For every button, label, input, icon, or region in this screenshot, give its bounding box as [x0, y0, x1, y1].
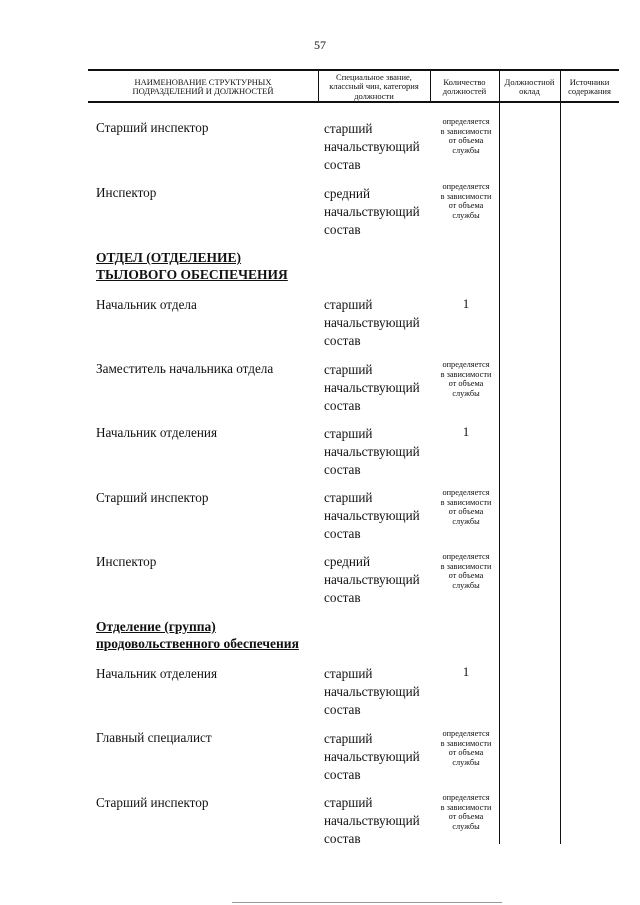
- position-name: Старший инспектор: [96, 490, 209, 505]
- header-source-column: [560, 73, 619, 101]
- column-divider: [560, 69, 561, 844]
- position-quantity: 1: [462, 424, 470, 439]
- position-category: старший начальствующий состав: [324, 795, 420, 846]
- position-name: Начальник отдела: [96, 297, 197, 312]
- position-category: старший начальствующий состав: [324, 731, 420, 782]
- position-category: старший начальствующий состав: [324, 426, 420, 477]
- position-name: Инспектор: [96, 185, 157, 200]
- position-name: Заместитель начальника отдела: [96, 361, 274, 376]
- header-source-label: Источники содержания: [568, 76, 611, 96]
- header-salary-label: Должностной оклад: [504, 76, 555, 96]
- header-bottom-rule: [88, 101, 619, 103]
- position-name: Главный специалист: [96, 730, 212, 745]
- position-quantity: определяется в зависимости от объема службы: [440, 360, 492, 398]
- page-number: 57: [314, 38, 326, 52]
- position-name: Старший инспектор: [96, 120, 209, 135]
- position-category: старший начальствующий состав: [324, 297, 420, 348]
- position-quantity: определяется в зависимости от объема службы: [440, 182, 492, 220]
- table-top-rule: [88, 69, 619, 71]
- position-quantity: определяется в зависимости от объема службы: [440, 552, 492, 590]
- page-bottom-edge: [232, 902, 502, 903]
- position-name: Начальник отделения: [96, 666, 218, 681]
- position-quantity: определяется в зависимости от объема службы: [440, 793, 492, 831]
- header-rank-column: [318, 73, 430, 101]
- position-category: средний начальствующий состав: [324, 186, 420, 237]
- header-name-label: НАИМЕНОВАНИЕ СТРУКТУРНЫХ ПОДРАЗДЕЛЕНИЙ И ДОЛЖНОСТЕЙ: [132, 76, 274, 96]
- section-heading: Отделение (группа) продовольственного обеспечения: [96, 619, 299, 651]
- position-quantity: определяется в зависимости от объема службы: [440, 117, 492, 155]
- position-category: старший начальствующий состав: [324, 121, 420, 172]
- section-heading: ОТДЕЛ (ОТДЕЛЕНИЕ) ТЫЛОВОГО ОБЕСПЕЧЕНИЯ: [96, 250, 288, 282]
- header-salary-column: [499, 73, 560, 101]
- position-quantity: 1: [462, 296, 470, 311]
- position-category: старший начальствующий состав: [324, 666, 420, 717]
- position-category: старший начальствующий состав: [324, 362, 420, 413]
- position-category: старший начальствующий состав: [324, 490, 420, 541]
- position-category: средний начальствующий состав: [324, 554, 420, 605]
- header-rank-label: Специальное звание, классный чин, категория должности: [329, 71, 419, 101]
- header-count-label: Количество должностей: [442, 76, 487, 96]
- position-name: Начальник отделения: [96, 425, 218, 440]
- position-name: Старший инспектор: [96, 795, 209, 810]
- header-name-column: [88, 73, 318, 101]
- position-quantity: определяется в зависимости от объема службы: [440, 729, 492, 767]
- position-name: Инспектор: [96, 554, 157, 569]
- position-quantity: 1: [462, 664, 470, 679]
- column-divider: [499, 69, 500, 844]
- position-quantity: определяется в зависимости от объема службы: [440, 488, 492, 526]
- header-count-column: [430, 73, 499, 101]
